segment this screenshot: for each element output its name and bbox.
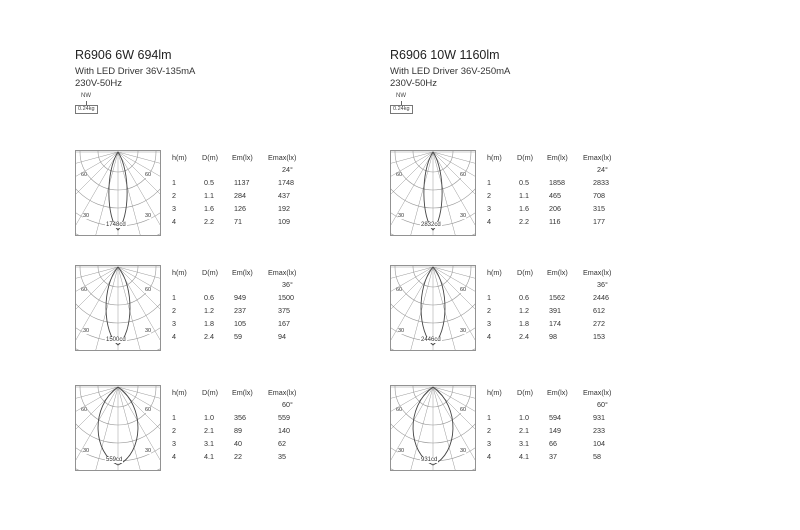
table-cell: 4 <box>487 217 491 226</box>
table-header: Em(lx) <box>547 268 568 277</box>
table-cell: 22 <box>234 452 242 461</box>
angle-label: 60 <box>145 407 152 413</box>
table-cell: 237 <box>234 306 246 315</box>
table-header: Emax(lx) <box>583 268 612 277</box>
table-cell: 2.1 <box>204 426 214 435</box>
table-cell: 1.8 <box>204 319 214 328</box>
table-cell: 1 <box>487 293 491 302</box>
table-cell: 2 <box>487 191 491 200</box>
table-cell: 949 <box>234 293 246 302</box>
polar-ray <box>390 387 433 418</box>
angle-label: 60 <box>145 172 152 178</box>
polar-ray <box>390 267 433 298</box>
angle-label: 60 <box>81 172 88 178</box>
table-cell: 149 <box>549 426 561 435</box>
voltage-spec: 230V-50Hz <box>75 78 123 89</box>
beam-angle: 24° <box>597 165 608 174</box>
table-cell: 1 <box>487 178 491 187</box>
table-header: D(m) <box>202 268 218 277</box>
table-cell: 1 <box>172 293 176 302</box>
angle-label: 30 <box>145 448 152 454</box>
table-cell: 594 <box>549 413 561 422</box>
table-cell: 1500 <box>278 293 294 302</box>
table-header: Em(lx) <box>547 388 568 397</box>
polar-diagram <box>75 265 161 351</box>
angle-label: 30 <box>83 213 90 219</box>
table-cell: 126 <box>234 204 246 213</box>
table-header: Em(lx) <box>232 268 253 277</box>
table-cell: 3 <box>172 319 176 328</box>
table-cell: 4.1 <box>519 452 529 461</box>
table-cell: 89 <box>234 426 242 435</box>
table-cell: 1.0 <box>204 413 214 422</box>
table-header: Emax(lx) <box>583 153 612 162</box>
polar-ray <box>75 387 118 418</box>
angle-label: 30 <box>145 328 152 334</box>
table-cell: 2 <box>172 191 176 200</box>
table-cell: 3.1 <box>519 439 529 448</box>
table-cell: 62 <box>278 439 286 448</box>
table-cell: 98 <box>549 332 557 341</box>
polar-ray <box>390 152 433 212</box>
polar-ray <box>118 267 161 327</box>
polar-ray <box>433 267 476 327</box>
mount-label: NW <box>81 93 91 99</box>
table-cell: 1 <box>172 413 176 422</box>
table-cell: 1137 <box>234 178 250 187</box>
table-cell: 153 <box>593 332 605 341</box>
angle-label: 60 <box>145 287 152 293</box>
table-header: h(m) <box>172 153 187 162</box>
table-cell: 1.8 <box>519 319 529 328</box>
table-cell: 71 <box>234 217 242 226</box>
polar-ray <box>433 387 476 447</box>
table-header: Emax(lx) <box>583 388 612 397</box>
table-cell: 931 <box>593 413 605 422</box>
angle-label: 30 <box>460 213 467 219</box>
driver-spec: With LED Driver 36V-250mA <box>390 66 511 77</box>
beam-angle: 36° <box>282 280 293 289</box>
polar-diagram <box>75 150 161 236</box>
peak-candela-label: 931cd <box>421 457 438 463</box>
table-cell: 109 <box>278 217 290 226</box>
table-cell: 3 <box>172 439 176 448</box>
angle-label: 60 <box>396 407 403 413</box>
table-header: Emax(lx) <box>268 388 297 397</box>
peak-candela-label: 2446cd <box>421 337 441 343</box>
table-cell: 167 <box>278 319 290 328</box>
table-cell: 1858 <box>549 178 565 187</box>
table-cell: 2 <box>172 306 176 315</box>
angle-label: 30 <box>83 448 90 454</box>
table-cell: 58 <box>593 452 601 461</box>
table-cell: 559 <box>278 413 290 422</box>
table-header: h(m) <box>172 388 187 397</box>
angle-label: 30 <box>398 448 405 454</box>
table-cell: 0.5 <box>519 178 529 187</box>
table-cell: 2833 <box>593 178 609 187</box>
table-cell: 612 <box>593 306 605 315</box>
table-header: D(m) <box>517 153 533 162</box>
table-cell: 2.1 <box>519 426 529 435</box>
angle-label: 30 <box>83 328 90 334</box>
table-header: D(m) <box>517 268 533 277</box>
table-header: D(m) <box>202 388 218 397</box>
driver-spec: With LED Driver 36V-135mA <box>75 66 196 77</box>
table-header: h(m) <box>487 268 502 277</box>
polar-ray <box>118 152 161 212</box>
table-cell: 356 <box>234 413 246 422</box>
table-cell: 437 <box>278 191 290 200</box>
polar-ray <box>433 387 476 418</box>
angle-label: 60 <box>396 287 403 293</box>
table-cell: 2.4 <box>204 332 214 341</box>
table-cell: 0.6 <box>204 293 214 302</box>
table-cell: 2.2 <box>204 217 214 226</box>
table-cell: 4.1 <box>204 452 214 461</box>
peak-candela-label: 559cd <box>106 457 123 463</box>
table-cell: 94 <box>278 332 286 341</box>
angle-label: 60 <box>396 172 403 178</box>
angle-label: 30 <box>145 213 152 219</box>
table-cell: 4 <box>487 452 491 461</box>
table-header: Em(lx) <box>232 153 253 162</box>
table-cell: 140 <box>278 426 290 435</box>
table-cell: 1.2 <box>204 306 214 315</box>
angle-label: 60 <box>460 407 467 413</box>
table-cell: 1.1 <box>519 191 529 200</box>
polar-diagram <box>390 385 476 471</box>
peak-candela-label: 2832cd <box>421 222 441 228</box>
table-cell: 66 <box>549 439 557 448</box>
table-cell: 2 <box>487 306 491 315</box>
beam-angle: 60° <box>597 400 608 409</box>
weight-badge: 0.24kg <box>75 105 98 114</box>
table-cell: 4 <box>172 217 176 226</box>
peak-candela-label: 1748cd <box>106 222 126 228</box>
polar-ray <box>390 267 433 327</box>
table-header: Emax(lx) <box>268 268 297 277</box>
table-cell: 272 <box>593 319 605 328</box>
product-title: R6906 6W 694lm <box>75 48 172 62</box>
angle-label: 60 <box>460 172 467 178</box>
table-cell: 315 <box>593 204 605 213</box>
mount-label: NW <box>396 93 406 99</box>
polar-ray <box>118 387 161 447</box>
table-cell: 1.2 <box>519 306 529 315</box>
table-header: Em(lx) <box>547 153 568 162</box>
peak-candela-label: 1500cd <box>106 337 126 343</box>
table-cell: 104 <box>593 439 605 448</box>
polar-ray <box>75 152 118 212</box>
polar-ray <box>390 387 433 447</box>
product-title: R6906 10W 1160lm <box>390 48 500 62</box>
table-cell: 3 <box>487 439 491 448</box>
table-cell: 375 <box>278 306 290 315</box>
table-cell: 37 <box>549 452 557 461</box>
table-header: h(m) <box>487 388 502 397</box>
table-cell: 233 <box>593 426 605 435</box>
polar-ray <box>75 267 118 298</box>
table-cell: 2 <box>487 426 491 435</box>
polar-ray <box>433 152 476 212</box>
table-header: h(m) <box>172 268 187 277</box>
beam-angle: 36° <box>597 280 608 289</box>
table-cell: 4 <box>172 332 176 341</box>
table-cell: 4 <box>172 452 176 461</box>
table-cell: 40 <box>234 439 242 448</box>
angle-label: 60 <box>81 287 88 293</box>
voltage-spec: 230V-50Hz <box>390 78 438 89</box>
table-cell: 0.5 <box>204 178 214 187</box>
table-cell: 708 <box>593 191 605 200</box>
polar-ray <box>118 387 161 418</box>
table-cell: 2446 <box>593 293 609 302</box>
table-cell: 1.1 <box>204 191 214 200</box>
angle-label: 30 <box>460 328 467 334</box>
table-cell: 3 <box>487 319 491 328</box>
table-cell: 465 <box>549 191 561 200</box>
angle-label: 60 <box>460 287 467 293</box>
table-header: D(m) <box>517 388 533 397</box>
polar-ray <box>118 267 161 298</box>
polar-diagram <box>390 265 476 351</box>
table-header: Em(lx) <box>232 388 253 397</box>
table-cell: 0.6 <box>519 293 529 302</box>
angle-label: 30 <box>398 213 405 219</box>
table-cell: 116 <box>549 217 561 226</box>
polar-ray <box>75 267 118 327</box>
table-cell: 2.4 <box>519 332 529 341</box>
table-cell: 59 <box>234 332 242 341</box>
table-cell: 1562 <box>549 293 565 302</box>
table-header: h(m) <box>487 153 502 162</box>
angle-label: 60 <box>81 407 88 413</box>
table-cell: 3.1 <box>204 439 214 448</box>
table-cell: 177 <box>593 217 605 226</box>
beam-angle: 60° <box>282 400 293 409</box>
polar-ray <box>433 267 476 298</box>
table-cell: 1 <box>487 413 491 422</box>
table-cell: 206 <box>549 204 561 213</box>
table-cell: 1.0 <box>519 413 529 422</box>
weight-badge: 0.24kg <box>390 105 413 114</box>
table-header: D(m) <box>202 153 218 162</box>
table-cell: 35 <box>278 452 286 461</box>
table-cell: 1 <box>172 178 176 187</box>
polar-diagram <box>390 150 476 236</box>
polar-diagram <box>75 385 161 471</box>
table-cell: 105 <box>234 319 246 328</box>
table-cell: 2 <box>172 426 176 435</box>
polar-ray <box>75 387 118 447</box>
angle-label: 30 <box>398 328 405 334</box>
table-cell: 3 <box>487 204 491 213</box>
table-cell: 4 <box>487 332 491 341</box>
table-header: Emax(lx) <box>268 153 297 162</box>
table-cell: 391 <box>549 306 561 315</box>
table-cell: 192 <box>278 204 290 213</box>
table-cell: 1.6 <box>204 204 214 213</box>
table-cell: 1748 <box>278 178 294 187</box>
table-cell: 1.6 <box>519 204 529 213</box>
beam-angle: 24° <box>282 165 293 174</box>
table-cell: 174 <box>549 319 561 328</box>
table-cell: 3 <box>172 204 176 213</box>
angle-label: 30 <box>460 448 467 454</box>
table-cell: 2.2 <box>519 217 529 226</box>
table-cell: 284 <box>234 191 246 200</box>
